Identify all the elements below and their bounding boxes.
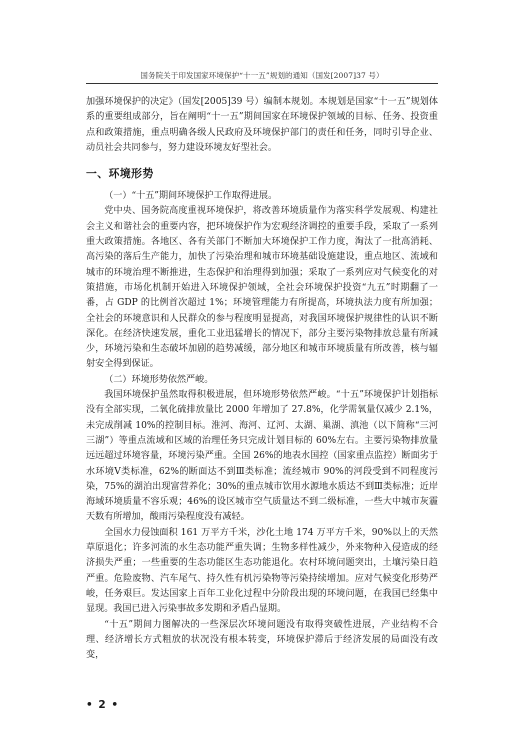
- running-header: 国务院关于印发国家环境保护“十一五”规划的通知（国发[2007]37 号）: [140, 71, 384, 80]
- page-number: • 2 •: [86, 699, 120, 711]
- paragraph-ecology: 全国水力侵蚀面积 161 万平方千米，沙化土地 174 万平方千米，90%以上的天然草原退化；许多河流的水生态功能严重失调；生物多样性减少，外来物种入侵造成的经济损失严重；一些重要的生态功能区生态功能退化。农村环境问题突出，土壤污染日趋严重。危险废物、汽车尾气、持久性有机污染物等污染持续增加。应对气候变化形势严峻，任务艰巨。发达国家上百年工业化过程中分阶段出现的环境问题，在我国已经集中显现。我国已进入污染事故多发期和矛盾凸显期。: [86, 527, 438, 615]
- paragraph-deep-issues: “十五”期间力图解决的一些深层次环境问题没有取得突破性进展，产业结构不合理、经济增长方式粗放的状况没有根本转变，环境保护滞后于经济发展的局面没有改变，: [86, 619, 438, 661]
- subheading-severe: （二）环境形势依然严峻。: [104, 374, 214, 385]
- paragraph-severe: 我国环境保护虽然取得积极进展，但环境形势依然严峻。“十五”环境保护计划指标没有全部实现，二氧化硫排放量比 2000 年增加了 27.8%，化学需氧量仅减少 2.1%，未完成削减 10%的控制目标。淮河、海河、辽河、太湖、巢湖、滇池（以下简称“三河三湖”）等重点流域和区域的治理任务只完成计划目标的 60%左右。主要污染物排放量远远超过环境容量，环境污染严重。全国 26%的地表水国控（国家重点监控）断面劣于水环境Ⅴ类标准，62%的断面达不到Ⅲ类标准；流经城市 90%的河段受到不同程度污染，75%的湖泊出现富营养化；30%的重点城市饮用水源地水质达不到Ⅲ类标准；近岸海域环境质量不容乐观；46%的设区城市空气质量达不到二级标准，一些大中城市灰霾天数有所增加，酸雨污染程度没有减轻。: [86, 390, 438, 523]
- page-body: [86, 95, 438, 663]
- section-heading: 一、环境形势: [86, 167, 154, 181]
- subheading-progress: （一）“十五”期间环境保护工作取得进展。: [104, 191, 278, 202]
- intro-paragraph: 加强环境保护的决定》（国发[2005]39 号）编制本规划。本规划是国家“十一五”规划体系的重要组成部分，旨在阐明“十一五”期间国家在环境保护领域的目标、任务、投资重点和政策措施，重点明确各级人民政府及环境保护部门的责任和任务，同时引导企业、动员社会共同参与，努力建设环境友好型社会。: [86, 97, 438, 153]
- paragraph-progress: 党中央、国务院高度重视环境保护，将改善环境质量作为落实科学发展观、构建社会主义和谐社会的重要内容，把环境保护作为宏观经济调控的重要手段，采取了一系列重大政策措施。各地区、各有关部门不断加大环境保护工作力度，淘汰了一批高消耗、高污染的落后生产能力，加快了污染治理和城市环境基础设施建设，重点地区、流域和城市的环境治理不断推进，生态保护和治理得到加强；采取了一系列应对气候变化的对策措施，市场化机制开始进入环境保护领域，全社会环境保护投资“九五”时期翻了一番，占 GDP 的比例首次超过 1%；环境管理能力有所提高，环境执法力度有所加强；全社会的环境意识和人民群众的参与程度明显提高，对我国环境保护规律性的认识不断深化。在经济快速发展，重化工业迅猛增长的情况下，部分主要污染物排放总量有所减少，环境污染和生态破坏加剧的趋势减缓，部分地区和城市环境质量有所改善，核与辐射安全得到保证。: [86, 206, 438, 370]
- header-rule: [86, 83, 438, 84]
